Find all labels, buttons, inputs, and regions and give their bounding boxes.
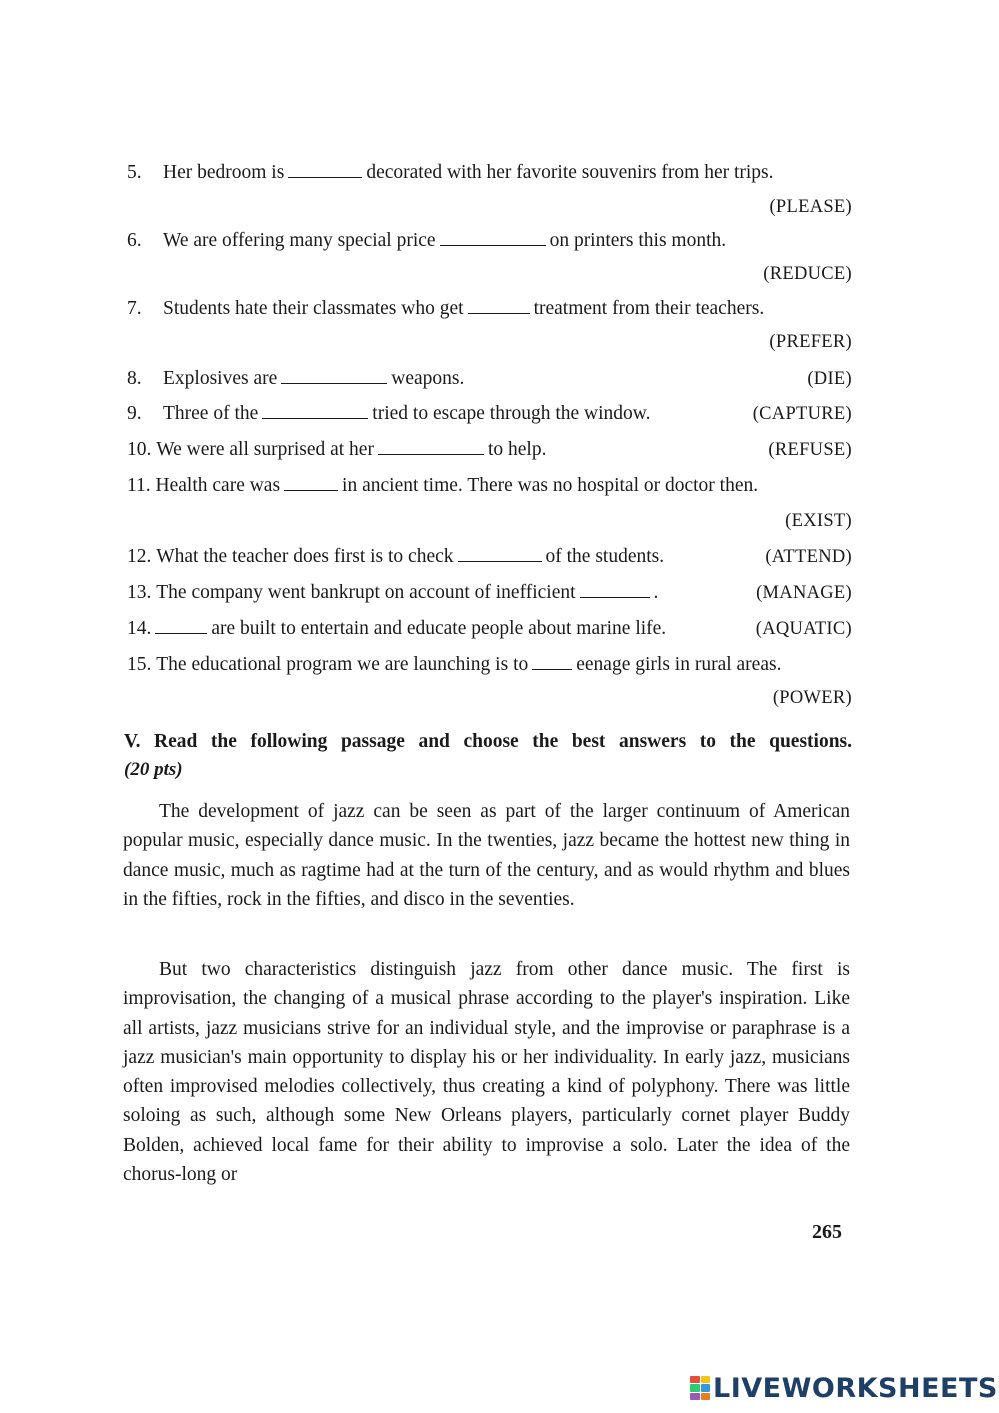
item-text-before: Explosives are: [163, 368, 278, 389]
item-number: 13.: [127, 582, 152, 603]
hint-row-5: [127, 197, 852, 221]
word-hint: (AQUATIC): [755, 619, 852, 639]
exercise-item-13: [127, 581, 852, 605]
item-number: 7.: [127, 298, 142, 319]
exercise-item-12: [127, 545, 852, 569]
item-number: 12.: [127, 546, 152, 567]
item-text-after: weapons.: [391, 368, 465, 389]
item-number: 9.: [127, 403, 142, 424]
liveworksheets-logo-icon: [690, 1376, 710, 1400]
word-hint: (PREFER): [769, 332, 852, 352]
exercise-item-6: [127, 229, 852, 253]
brand-name: LIVEWORKSHEETS: [713, 1372, 998, 1404]
word-hint: (POWER): [772, 688, 852, 708]
page-number: 265: [812, 1221, 842, 1243]
item-number: 10.: [127, 439, 152, 460]
logo-square: [701, 1376, 711, 1383]
item-text-after: in ancient time. There was no hospital or doctor then.: [342, 475, 759, 496]
answer-blank[interactable]: [262, 403, 368, 419]
exercise-item-8: [127, 367, 852, 391]
item-text-after: to help.: [487, 439, 547, 460]
hint-row-7: [127, 332, 852, 356]
logo-square: [701, 1384, 711, 1391]
logo-square: [690, 1376, 700, 1383]
section-points: (20 pts): [124, 759, 183, 780]
word-hint: (CAPTURE): [752, 404, 852, 424]
answer-blank[interactable]: [580, 582, 650, 598]
answer-blank[interactable]: [468, 298, 530, 314]
item-number: 8.: [127, 368, 142, 389]
word-hint: (EXIST): [785, 511, 852, 531]
word-hint: (ATTEND): [765, 547, 852, 567]
answer-blank[interactable]: [288, 162, 362, 178]
item-text-before: The educational program we are launching is to: [156, 654, 529, 675]
word-hint: (MANAGE): [756, 583, 852, 603]
answer-blank[interactable]: [458, 546, 542, 562]
word-hint: (REDUCE): [763, 264, 852, 284]
hint-row-11: [127, 511, 852, 535]
exercise-item-10: [127, 438, 852, 462]
answer-blank[interactable]: [440, 230, 546, 246]
passage-paragraph-1: The development of jazz can be seen as part of the larger continuum of American popular music, especially dance music. In the twenties, jazz became the hottest new thing in dance music, much as ragtime had at the turn of the century, and as would rhythm and blues in the fifties, rock in the fifties, and disco in the seventies.: [123, 801, 850, 910]
word-hint: (REFUSE): [768, 440, 852, 460]
exercise-item-14: [127, 617, 852, 641]
exercise-item-5: [127, 161, 852, 185]
word-hint: (DIE): [807, 369, 852, 389]
item-text-before: We were all surprised at her: [156, 439, 374, 460]
exercise-item-7: [127, 297, 852, 321]
answer-blank[interactable]: [378, 439, 484, 455]
item-text-after: of the students.: [545, 546, 665, 567]
item-text-before: What the teacher does first is to check: [156, 546, 454, 567]
exercise-item-15: [127, 653, 852, 677]
item-text-before: The company went bankrupt on account of inefficient: [156, 582, 576, 603]
section-title: V. Read the following passage and choose the best answers to the questions.: [124, 731, 852, 752]
hint-row-15: [127, 688, 852, 712]
liveworksheets-brand: [690, 1372, 998, 1404]
exercise-item-9: [127, 402, 852, 426]
item-text-before: Students hate their classmates who get: [163, 298, 464, 319]
item-number: 5.: [127, 162, 142, 183]
item-text-after: on printers this month.: [549, 230, 727, 251]
exercise-item-11: [127, 474, 852, 498]
item-text-after: eenage girls in rural areas.: [576, 654, 782, 675]
item-text-after: are built to entertain and educate people about marine life.: [211, 618, 667, 639]
logo-square: [690, 1384, 700, 1391]
answer-blank[interactable]: [532, 654, 572, 670]
item-text-before: Health care was: [155, 475, 281, 496]
hint-row-6: [127, 264, 852, 288]
answer-blank[interactable]: [284, 475, 338, 491]
item-text-after: decorated with her favorite souvenirs from her trips.: [366, 162, 774, 183]
item-number: 11.: [127, 475, 151, 496]
item-number: 6.: [127, 230, 142, 251]
answer-blank[interactable]: [281, 368, 387, 384]
item-text-after: treatment from their teachers.: [533, 298, 765, 319]
item-text-before: We are offering many special price: [163, 230, 436, 251]
item-text-after: tried to escape through the window.: [372, 403, 651, 424]
passage-paragraph-2: But two characteristics distinguish jazz from other dance music. The first is improvisation, the changing of a musical phrase according to the player's inspiration. Like all artists, jazz musicians strive for an individual style, and the improvise or paraphrase is a jazz musician's main opportunity to display his or her individuality. In early jazz, musicians often improvised melodies collectively, thus creating a kind of polyphony. There was little soloing as such, although some New Orleans players, particularly cornet player Buddy Bolden, achieved local fame for their ability to improvise a solo. Later the idea of the chorus-long or: [123, 959, 850, 1186]
item-text-before: Three of the: [163, 403, 259, 424]
answer-blank[interactable]: [155, 618, 207, 634]
logo-square: [701, 1393, 711, 1400]
item-number: 15.: [127, 654, 152, 675]
item-text-before: Her bedroom is: [163, 162, 285, 183]
logo-square: [690, 1393, 700, 1400]
word-hint: (PLEASE): [769, 197, 852, 217]
item-number: 14.: [127, 618, 152, 639]
item-text-after: .: [653, 582, 659, 603]
